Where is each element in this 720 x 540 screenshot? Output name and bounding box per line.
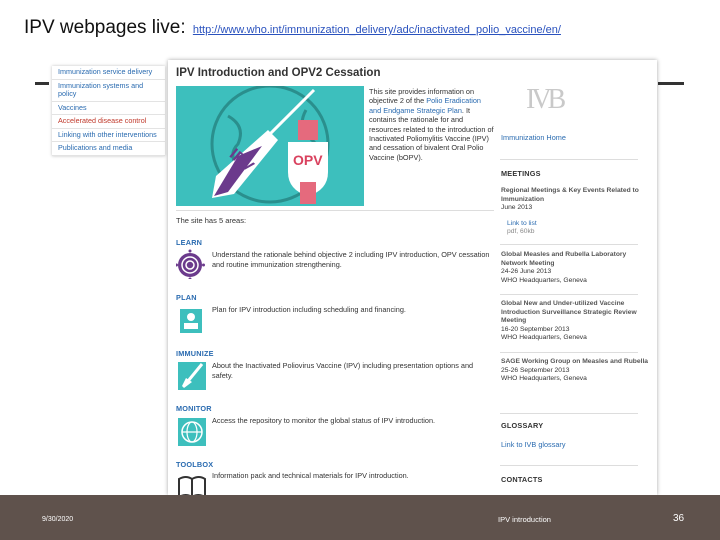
slide-footer: [0, 495, 720, 540]
left-navigation: [52, 66, 165, 156]
immunization-home-link[interactable]: Immunization Home: [501, 133, 566, 142]
nav-item-disease-control[interactable]: Accelerated disease control: [52, 115, 165, 129]
right-divider-6: [500, 465, 638, 466]
virus-icon: [176, 249, 208, 279]
areas-intro: The site has 5 areas:: [176, 216, 247, 225]
footer-center-text: IPV introduction: [498, 515, 551, 524]
strategic-plan-link[interactable]: Polio Eradication and Endgame Strategic Plan: [369, 96, 481, 115]
section-heading-monitor[interactable]: MONITOR: [176, 404, 212, 413]
hero-illustration: [176, 86, 364, 206]
meeting-1-title[interactable]: Global Measles and Rubella Laboratory Network Meeting: [501, 251, 627, 267]
meeting-3-title[interactable]: SAGE Working Group on Measles and Rubella: [501, 358, 649, 365]
footer-date: 9/30/2020: [42, 516, 74, 523]
globe-monitor-icon: [176, 416, 208, 446]
intro-part1: This site provides information on objective 2 of the: [369, 87, 475, 106]
nav-item-service-delivery[interactable]: Immunization service delivery: [52, 66, 165, 80]
section-desc-toolbox: Information pack and technical materials for IPV introduction.: [212, 471, 409, 480]
ivb-glossary-link[interactable]: Link to IVB glossary: [501, 440, 566, 449]
meeting-1-location: WHO Headquarters, Geneva: [501, 276, 587, 284]
intro-part2: . It contains the rationale for and resources related to the introduction of Inactivated Poliomylitis Vaccine (IPV) and cessation of bivalent Oral Polio Vaccine (bOPV).: [369, 105, 494, 162]
link-to-list-text[interactable]: Link to list: [507, 220, 537, 227]
meeting-3-date: 25-26 September 2013: [501, 366, 570, 374]
meeting-1: [501, 251, 649, 285]
section-heading-toolbox[interactable]: TOOLBOX: [176, 460, 214, 469]
planner-icon: [176, 305, 208, 335]
right-divider-1: [500, 159, 638, 160]
meetings-heading: MEETINGS: [501, 169, 541, 178]
ipv-label: IPV: [225, 145, 257, 176]
right-divider-5: [500, 413, 638, 414]
section-heading-learn[interactable]: LEARN: [176, 238, 203, 247]
opv-label: OPV: [293, 152, 323, 168]
footer-page-number: 36: [673, 513, 685, 524]
meeting-regional: [501, 187, 649, 213]
nav-item-publications[interactable]: Publications and media: [52, 142, 165, 156]
nav-item-vaccines[interactable]: Vaccines: [52, 102, 165, 116]
nav-item-linking[interactable]: Linking with other interventions: [52, 129, 165, 143]
globe-vaccine-illustration: [176, 86, 364, 206]
right-divider-2: [500, 244, 638, 245]
divider-left: [35, 82, 49, 85]
meeting-1-date: 24-26 June 2013: [501, 268, 552, 276]
section-desc-monitor: Access the repository to monitor the global status of IPV introduction.: [212, 416, 436, 425]
meeting-2-location: WHO Headquarters, Geneva: [501, 334, 587, 342]
content-divider: [176, 210, 494, 211]
syringe-icon: [176, 360, 208, 390]
pdf-size: pdf, 60kb: [507, 228, 535, 236]
meeting-regional-date: June 2013: [501, 204, 533, 212]
section-heading-immunize[interactable]: IMMUNIZE: [176, 349, 214, 358]
divider-right: [658, 82, 684, 85]
section-desc-immunize: About the Inactivated Poliovirus Vaccine (IPV) including presentation options and safety.: [212, 361, 474, 380]
slide-title: [24, 17, 561, 39]
section-desc-learn: Understand the rationale behind objective 2 including IPV introduction, OPV cessation and routine immunization strengthening.: [212, 250, 490, 269]
glossary-heading: GLOSSARY: [501, 421, 544, 430]
meeting-2-title[interactable]: Global New and Under-utilized Vaccine Introduction Surveillance Strategic Review Meeting: [501, 300, 637, 325]
ivb-logo: [526, 80, 566, 130]
right-divider-4: [500, 352, 638, 353]
meeting-3-location: WHO Headquarters, Geneva: [501, 375, 587, 383]
meeting-regional-title[interactable]: Regional Meetings & Key Events Related to Immunization: [501, 187, 639, 203]
webpage-screenshot: [168, 60, 657, 495]
section-desc-plan: Plan for IPV introduction including scheduling and financing.: [212, 305, 406, 314]
meeting-2-date: 16-20 September 2013: [501, 325, 570, 333]
book-icon: [176, 471, 208, 495]
meeting-3: [501, 358, 649, 384]
link-to-list: [507, 220, 537, 237]
page-url-link[interactable]: http://www.who.int/immunization_delivery/adc/inactivated_polio_vaccine/en/: [192, 24, 561, 36]
contacts-heading: CONTACTS: [501, 475, 543, 484]
section-heading-plan[interactable]: PLAN: [176, 293, 197, 302]
ivb-logo-text: IVB: [526, 84, 563, 115]
intro-text: [369, 87, 495, 162]
meeting-2: [501, 300, 649, 343]
page-title: IPV Introduction and OPV2 Cessation: [176, 67, 381, 79]
right-divider-3: [500, 294, 638, 295]
slide-title-text: IPV webpages live:: [24, 17, 186, 38]
nav-item-systems-policy[interactable]: Immunization systems and policy: [52, 80, 165, 102]
